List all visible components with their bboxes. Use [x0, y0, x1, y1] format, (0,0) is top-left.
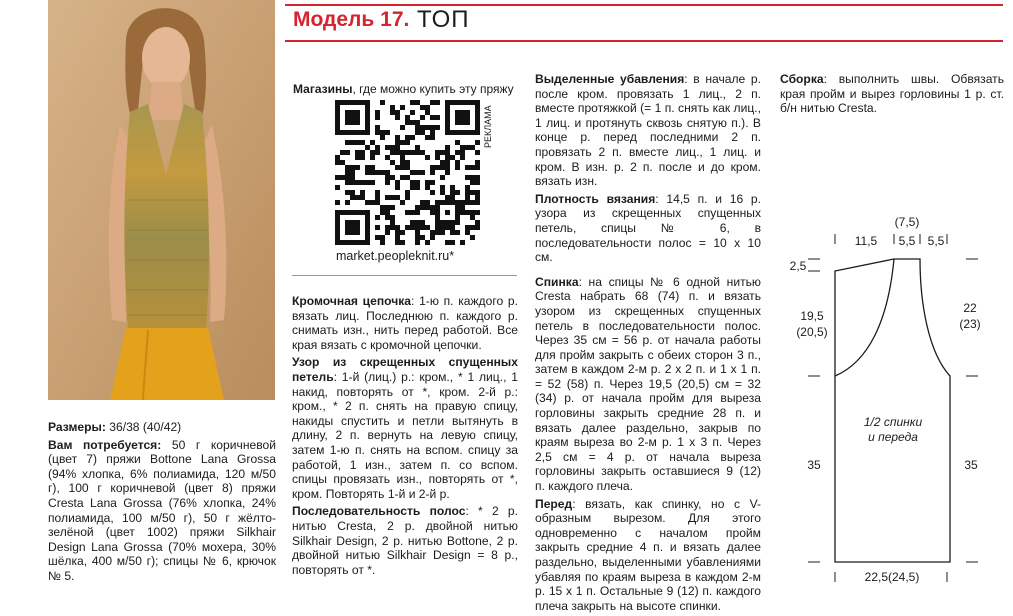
dim-top-right: 5,5: [927, 234, 945, 248]
model-photo: [48, 0, 275, 400]
model-photo-illustration: [48, 0, 275, 400]
model-number: Модель 17.: [293, 8, 410, 31]
schematic-svg: [780, 212, 1005, 584]
qr-code-image: [335, 100, 480, 245]
dim-left-top: 2,5: [789, 259, 807, 273]
sizes-paragraph: [48, 420, 276, 435]
schematic-neckline: [835, 259, 894, 376]
dim-top-total: (7,5): [894, 215, 920, 229]
shops-label-bold: Магазины: [293, 82, 353, 96]
gauge-text: : 14,5 п. и 16 р. узора из скрещенных спущенных петель, спицы № 6, в последовательности полос = 10 х 10 см.: [535, 191, 762, 265]
pattern-text: : 1-й (лиц.) р.: кром., * 1 лиц., 1 накид, повторять от *, кром. 2-й р.: кром., * 2 п. снять на правую спицу, накиды спустить и петли вытянуть в длину, 2 п. вернуть на левую спицу, затем 1-ю п. снять на вспом. спицу за работой, 1 изн., затем п. со вспом. спицы провязать изн., повторять от *, кром. Повторять 1-й и 2-й р.: [292, 369, 518, 501]
front-text: : вязать, как спинку, но с V-образным вырезом. Для этого одновременно с началом пройм закрыть средние 4 п. и вязать далее раздельно, выделенными убавлениями убавляя по краям выреза в каждом 2-м р. 15 х 1 п. Остальные 9 (12) п. каждого плеча закрыть на высоте спинки.: [535, 496, 761, 613]
dim-right-bottom: 35: [964, 458, 978, 472]
decreases-paragraph: [535, 72, 761, 189]
schematic-ticks: [808, 234, 981, 582]
column-techniques: [292, 294, 518, 580]
shops-label-rest: , где можно купить эту пряжу: [352, 82, 514, 96]
ad-label: РЕКЛАМА: [483, 105, 493, 148]
dim-right-top-alt: (23): [959, 317, 981, 331]
assembly-text: : выполнить швы. Обвязать края пройм и вырез горловины 1 р. ст. б/н нитью Cresta.: [780, 72, 1004, 116]
pattern-paragraph: [292, 355, 518, 501]
back-text: : на спицы № 6 одной нитью Cresta набрать 68 (74) п. и вязать узором из скрещенных спущенных петель в последовательности полос. Через 35 см = 56 р. от начала работы для пройм закрыть с обеих сторон 3 п., затем в каждом 2-м р. 2 х 2 п. и 1 х 1 п. = 52 (58) п. Через 19,5 (20,5) см = 32 (34) р. от начала пройм для выреза горловины закрыть средние 28 п. и вязать далее раздельно, закрыв по краям выреза во 2-м р. 1 х 3 п. Через 2,5 см = 4 р. от начала выреза горловины закрыть оставшиеся 9 (12) п. каждого плеча.: [535, 274, 761, 494]
shops-label: [293, 82, 514, 96]
page-header: [285, 4, 1003, 41]
dim-left-mid-alt: (20,5): [796, 325, 828, 339]
back-label: Спинка: [535, 274, 579, 289]
edge-chain-text: : 1-ю п. каждого р. вязать лиц. Последнюю п. каждого р. снимать изн., нить перед работой. Все края вязать с кромочной цепочки.: [292, 294, 518, 352]
sizes-value: 36/38 (40/42): [105, 420, 182, 434]
dim-left-mid: 19,5: [800, 309, 824, 323]
edge-chain-paragraph: [292, 294, 518, 352]
dim-top-left: 11,5: [854, 234, 878, 248]
dim-left-bottom: 35: [807, 458, 821, 472]
dim-top-mid: 5,5: [898, 234, 916, 248]
materials-label: Вам потребуется:: [48, 437, 162, 452]
edge-chain-label: Кромочная цепочка: [292, 294, 412, 308]
stripes-text: : * 2 р. нитью Cresta, 2 р. двойной нитью Silkhair Design, 2 р. нитью Bottone, 2 р. двойной нитью Silkhair Design = 8 р., повторять от *.: [292, 504, 518, 577]
front-label: Перед: [535, 496, 573, 511]
materials-paragraph: [48, 438, 276, 584]
gauge-paragraph: [535, 192, 761, 265]
decreases-label: Выделенные убавления: [535, 72, 685, 86]
column-materials: [48, 420, 276, 587]
stripes-paragraph: [292, 504, 518, 577]
back-paragraph: [535, 275, 761, 494]
front-paragraph: [535, 497, 761, 614]
stripes-label: Последовательность полос: [292, 504, 466, 519]
decreases-text: : в начале р. после кром. провязать 1 лиц., 2 п. вместе протяжкой (= 1 п. снять как лиц., 1 лиц. и протянуть сквозь снятую п.). В конце р. перед последними 2 п. провязать 2 п. вместе лиц., 1 лиц. и кром. В изн. р. 2 п. после и до кром. вязать изн.: [535, 72, 761, 189]
divider: [292, 275, 517, 276]
schematic-caption-line1: 1/2 спинки: [863, 415, 923, 429]
dim-right-top: 22: [963, 301, 977, 315]
pattern-label: Узор из скрещенных спущенных петель: [292, 355, 518, 384]
qr-code[interactable]: [335, 100, 480, 245]
pattern-schematic: [780, 212, 1005, 584]
dim-bottom: 22,5(24,5): [864, 570, 920, 584]
schematic-outline: [835, 259, 950, 562]
model-title: ТОП: [417, 6, 470, 33]
column-instructions: [535, 72, 761, 616]
materials-text: 50 г коричневой (цвет 7) пряжи Bottone Lana Grossa (94% хлопка, 6% полиамида, 120 м/50 г), 100 г коричневой (цвет 8) пряжи Cresta Lana Grossa (76% хлопка, 24% полиамида, 100 м/50 г), 50 г жёлто-зелёной (цвет 1002) пряжи Silkhair Design Lana Grossa (70% мохера, 30% шёлка, 400 м/50 г); спицы № 6, крючок № 5.: [48, 437, 276, 583]
shop-url-link[interactable]: market.peopleknit.ru*: [336, 249, 455, 263]
sizes-label: Размеры:: [48, 420, 106, 434]
schematic-caption-line2: и переда: [868, 430, 918, 444]
assembly-label: Сборка: [780, 72, 824, 86]
assembly-paragraph: [780, 72, 1004, 116]
gauge-label: Плотность вязания: [535, 191, 656, 206]
column-assembly: [780, 72, 1004, 119]
